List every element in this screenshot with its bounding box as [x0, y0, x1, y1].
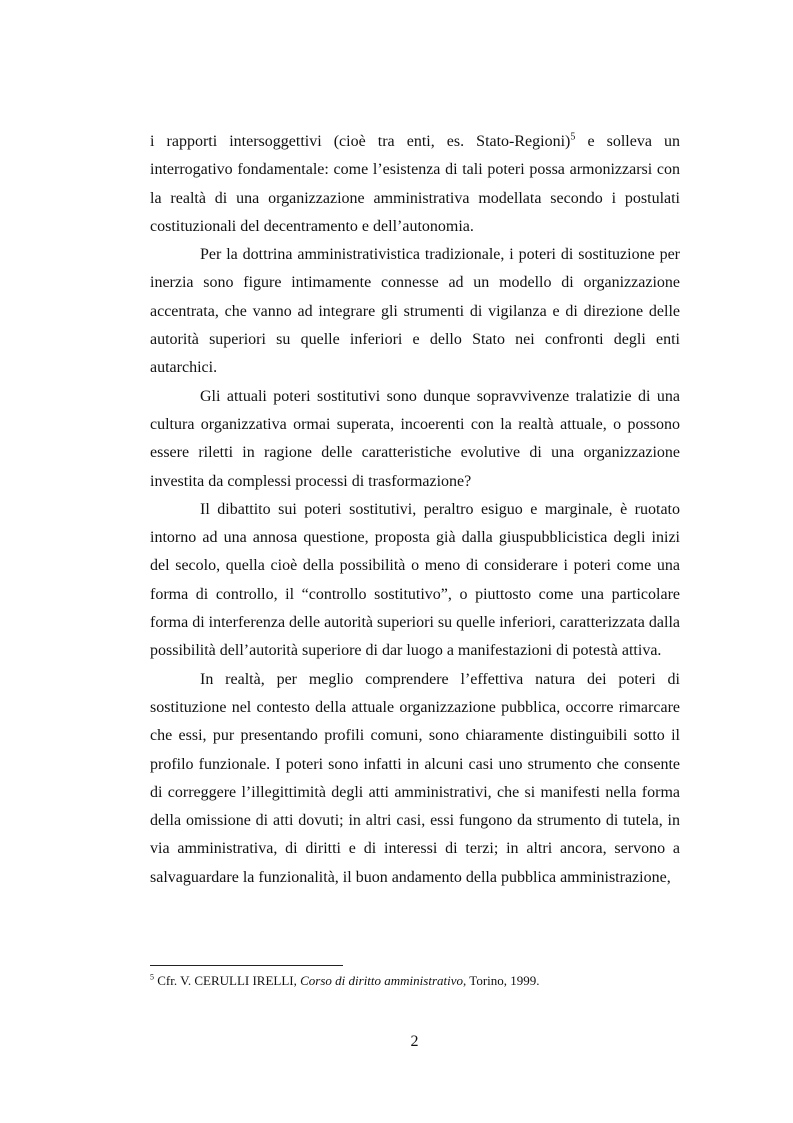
paragraph-1-text: i rapporti intersoggettivi (cioè tra enti, es. Stato-Regioni) — [150, 133, 571, 150]
body-text — [150, 128, 680, 892]
paragraph-5: In realtà, per meglio comprendere l’effettiva natura dei poteri di sostituzione nel contesto della attuale organizzazione pubblica, occorre rimarcare che essi, pur presentando profili comuni, sono chiaramente distinguibili sotto il profilo funzionale. I poteri sono infatti in alcuni casi uno strumento che consente di correggere l’illegittimità degli atti amministrativi, che si manifesti nella forma della omissione di atti dovuti; in altri casi, essi fungono da strumento di tutela, in via amministrativa, di diritti e di interessi di terzi; in altri ancora, servono a salvaguardare la funzionalità, il buon andamento della pubblica amministrazione, — [150, 670, 680, 886]
paragraph-1 — [150, 128, 680, 241]
paragraph-2: Per la dottrina amministrativistica tradizionale, i poteri di sostituzione per inerzia sono figure intimamente connesse ad un modello di organizzazione accentrata, che vanno ad integrare gli strumenti di vigilanza e di direzione delle autorità superiori su quelle inferiori e dello Stato nei confronti degli enti autarchici. — [150, 246, 680, 377]
paragraph-4: Il dibattito sui poteri sostitutivi, peraltro esiguo e marginale, è ruotato intorno ad una annosa questione, proposta già dalla giuspubblicistica degli inizi del secolo, quella cioè della possibilità o meno di considerare i poteri come una forma di controllo, il “controllo sostitutivo”, o piuttosto come una particolare forma di interferenza delle autorità superiori su quelle inferiori, caratterizzata dalla possibilità dell’autorità superiore di dar luogo a manifestazioni di potestà attiva. — [150, 500, 680, 660]
page-number: 2 — [410, 1033, 419, 1050]
footnote-text: Cfr. V. CERULLI IRELLI, — [154, 973, 301, 988]
footnote-reference: 5 — [570, 131, 576, 143]
footnote-cited-title: Corso di diritto amministrativo — [300, 973, 464, 988]
footnote-number: 5 — [150, 972, 154, 982]
footnote-text-end: , Torino, 1999. — [463, 973, 540, 988]
footnote-separator — [150, 965, 343, 966]
paragraph-3: Gli attuali poteri sostitutivi sono dunque sopravvivenze tralatizie di una cultura organizzativa ormai superata, incoerenti con la realtà attuale, o possono essere riletti in ragione delle caratteristiche evolutive di una organizzazione investita da complessi processi di trasformazione? — [150, 387, 680, 490]
paragraph-1-continuation: e solleva un interrogativo fondamentale: come l’esistenza di tali poteri possa armonizzarsi con la realtà di una organizzazione amministrativa modellata secondo i postulati costituzionali del decentramento e dell’autonomia. — [150, 133, 681, 235]
footnote — [150, 972, 680, 990]
